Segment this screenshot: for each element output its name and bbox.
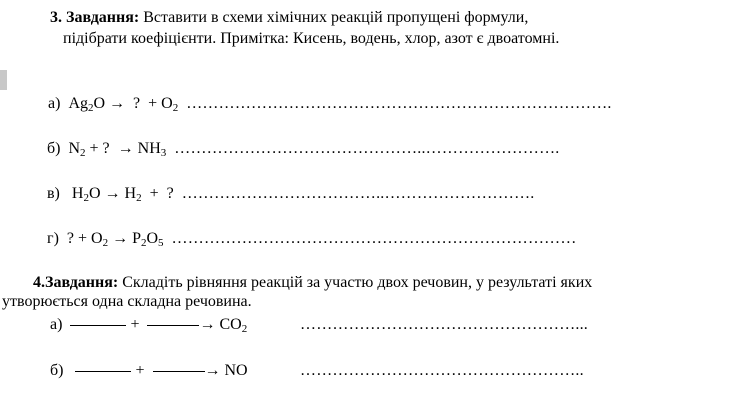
task4-item-b-answer-dots[interactable]: …………………………………………….. <box>300 362 584 379</box>
task4-item-a-blank2[interactable] <box>147 325 199 326</box>
reaction-d: г) ? + $O_2 \to P_2O_5$ ………………………………………………………………… <box>47 230 577 249</box>
task4-item-a-blank1[interactable] <box>70 325 126 326</box>
task3-text-line1: Вставити в схеми хімічних реакцій пропущені формули, <box>139 9 529 26</box>
reaction-c: в) $H_2O \to H_2$ + ? ………………………………..………………………. <box>47 185 535 204</box>
task4-item-a-answer-dots[interactable]: ……………………………………………... <box>300 316 588 333</box>
task4-item-b: б) + → NO <box>50 362 248 379</box>
reaction-a-answer-dots[interactable]: ……………………………………………………………………. <box>186 95 612 112</box>
reaction-d-answer-dots[interactable]: ………………………………………………………………… <box>171 230 577 247</box>
reaction-a: а) $Ag_2O$ → ? + $O_2$ ……………………………………………………………………. <box>48 95 612 114</box>
reaction-c-letter: в) <box>47 185 60 202</box>
task4-item-b-blank1[interactable] <box>75 371 131 372</box>
reaction-a-letter: а) <box>48 95 61 112</box>
task4-item-b-blank2[interactable] <box>153 371 205 372</box>
task4-item-b-product: NO <box>224 362 248 379</box>
task4-heading <box>33 273 592 292</box>
task4-item-a-product-sub: 2 <box>241 323 248 335</box>
task4-label: 4.Завдання: <box>33 274 119 291</box>
task4-text-line1: Складіть рівняння реакцій за участю двох речовин, у результаті яких <box>118 274 593 291</box>
task4-item-a-letter: а) <box>50 316 63 333</box>
task4-text-line2: утворюється одна складна речовина. <box>2 293 252 310</box>
task4-item-a-product: CO <box>219 316 242 333</box>
task4-item-b-letter: б) <box>50 362 64 379</box>
scroll-marker <box>0 70 7 90</box>
task3-label: 3. Завдання: <box>50 9 140 26</box>
reaction-b: б) $N_2$ + ? → $NH_3$ ………………………………………..……………………. <box>47 140 560 159</box>
reaction-b-answer-dots[interactable]: ………………………………………..……………………. <box>174 140 560 157</box>
reaction-d-letter: г) <box>47 230 59 247</box>
reaction-c-answer-dots[interactable]: ………………………………..………………………. <box>181 185 535 202</box>
reaction-b-letter: б) <box>47 140 61 157</box>
task3-text-line2: підібрати коефіцієнти. Примітка: Кисень, водень, хлор, азот є двоатомні. <box>63 30 560 47</box>
task4-item-a: а) + → $CO_2$ <box>50 316 248 335</box>
task3-heading <box>50 8 528 28</box>
